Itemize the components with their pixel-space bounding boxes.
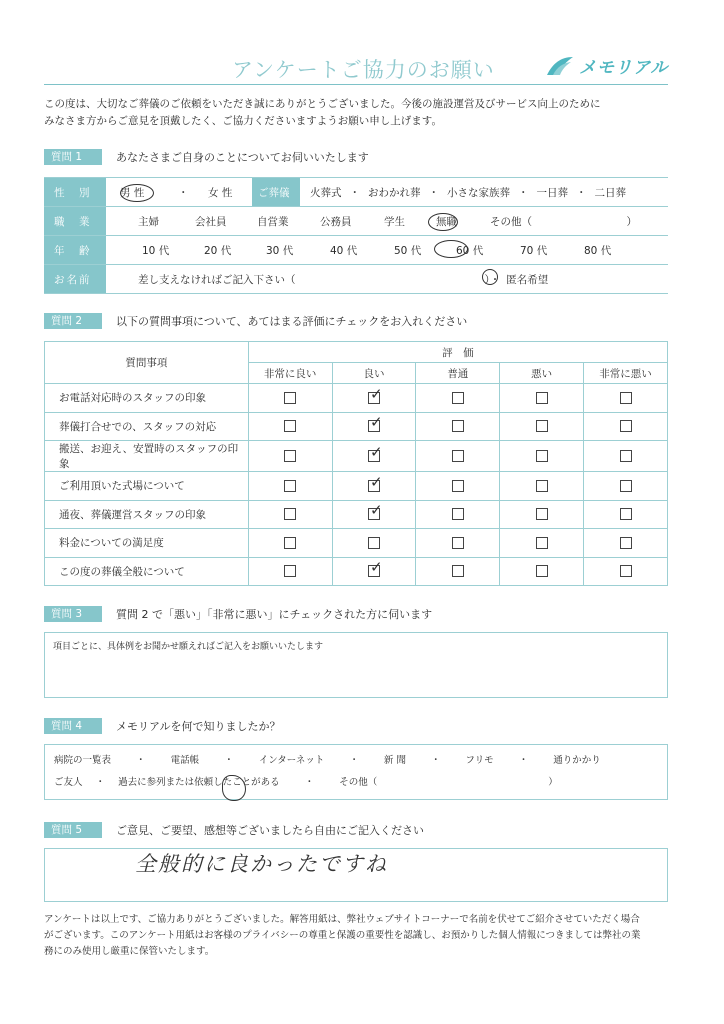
rating-checkbox[interactable]: [620, 392, 632, 404]
funeral-option[interactable]: 小さな家族葬: [447, 186, 510, 199]
q4-option[interactable]: ご友人: [54, 777, 83, 788]
rating-checkbox[interactable]: [368, 413, 383, 432]
col-eval-header: 評 価: [248, 342, 667, 363]
q2-header: [44, 313, 467, 329]
table-row: [45, 441, 668, 472]
rating-checkbox[interactable]: [368, 443, 383, 462]
check-mark-icon: ✓: [369, 472, 383, 491]
q4-badge: 質問 4: [44, 718, 102, 734]
age-option[interactable]: 70 代: [520, 244, 548, 257]
rating-checkbox[interactable]: [536, 450, 548, 462]
funeral-option[interactable]: おわかれ葬: [368, 186, 421, 199]
page-title: アンケートご協力のお願い: [232, 58, 495, 82]
footer-line: アンケートは以上です、ご協力ありがとうございました。解答用紙は、弊社ウェブサイトコーナーで名前を伏せてご紹介させていただく場合: [44, 914, 640, 925]
q5-badge: 質問 5: [44, 822, 102, 838]
q3-note: 項目ごとに、具体例をお聞かせ願えればご記入をお願いいたします: [53, 642, 324, 652]
title-rule: [44, 84, 668, 85]
age-option[interactable]: 10 代: [142, 244, 170, 257]
q4-option[interactable]: 新 聞: [383, 755, 406, 766]
q4-option[interactable]: 通りかかり: [553, 755, 601, 766]
funeral-option[interactable]: 二日葬: [594, 186, 626, 199]
table-row: [45, 557, 668, 586]
rating-checkbox[interactable]: [452, 420, 464, 432]
q4-row-2: ご友人 ・ 過去に参列または依頼したことがある ・ その他（ ）: [54, 777, 558, 788]
job-option[interactable]: 公務員: [320, 215, 352, 228]
age-option[interactable]: 30 代: [266, 244, 294, 257]
check-mark-icon: ✓: [369, 384, 383, 403]
rating-checkbox[interactable]: [368, 501, 383, 520]
q1-badge: 質問 1: [44, 149, 102, 165]
rating-checkbox[interactable]: [536, 420, 548, 432]
selection-circle-age: [434, 240, 468, 258]
q4-header: [44, 718, 281, 734]
q3-badge: 質問 3: [44, 606, 102, 622]
anonymous-option[interactable]: 匿名希望: [506, 273, 549, 286]
job-option[interactable]: 主婦: [138, 215, 159, 228]
leaf-logo-icon: [545, 55, 575, 77]
rating-checkbox[interactable]: [284, 420, 296, 432]
question-item-label: ご利用頂いた式場について: [45, 472, 249, 501]
name-field[interactable]: 差し支えなければご記入下さい（ ）・: [138, 273, 501, 286]
table-row: [45, 384, 668, 413]
check-mark-icon: ✓: [369, 501, 383, 520]
q3-header: [44, 606, 432, 622]
rating-checkbox[interactable]: [452, 392, 464, 404]
q3-title: 質問 2 で「悪い」「非常に悪い」にチェックされた方に伺います: [116, 608, 433, 621]
footer-line: がございます。このアンケート用紙はお客様のプライバシーの尊重と保護の重要性を認識し、お預かりした個人情報につきましては弊社の業: [44, 930, 641, 941]
rating-header: 非常に悪い: [584, 363, 668, 384]
rating-checkbox[interactable]: [452, 537, 464, 549]
job-option-other[interactable]: その他（ ）: [490, 215, 637, 228]
check-mark-icon: ✓: [369, 558, 383, 577]
rating-header: 非常に良い: [248, 363, 332, 384]
check-mark-icon: ✓: [369, 443, 383, 461]
question-item-label: お電話対応時のスタッフの印象: [45, 384, 249, 413]
rating-checkbox[interactable]: [368, 472, 383, 492]
rating-checkbox[interactable]: [452, 508, 464, 520]
job-option[interactable]: 会社員: [195, 215, 227, 228]
footer-text: [44, 912, 674, 960]
col-item-header: 質問事項: [45, 342, 249, 384]
q4-option[interactable]: フリモ: [465, 755, 494, 766]
age-label: 年 齢: [44, 236, 106, 265]
rating-checkbox[interactable]: [368, 537, 380, 549]
table-row: [45, 472, 668, 501]
q4-option[interactable]: 病院の一覧表: [54, 755, 112, 766]
rating-checkbox[interactable]: [536, 508, 548, 520]
rating-checkbox[interactable]: [620, 508, 632, 520]
funeral-option[interactable]: 火葬式: [310, 186, 342, 199]
logo-text: メモリアル: [579, 58, 669, 78]
q5-title: ご意見、ご要望、感想等ございましたら自由にご記入ください: [116, 824, 424, 837]
q4-title: メモリアルを何で知りましたか？: [116, 720, 281, 733]
q2-badge: 質問 2: [44, 313, 102, 329]
funeral-options: 火葬式 ・ おわかれ葬 ・ 小さな家族葬 ・ 一日葬 ・ 二日葬: [310, 186, 626, 199]
footer-line: 務にのみ使用し厳重に保管いたします。: [44, 946, 215, 957]
rating-checkbox[interactable]: [284, 565, 296, 577]
age-option[interactable]: 50 代: [394, 244, 422, 257]
check-mark-icon: ✓: [369, 413, 383, 432]
q1-title: あなたさまご自身のことについてお伺いいたします: [116, 151, 369, 164]
rating-header: 良い: [332, 363, 416, 384]
rating-checkbox[interactable]: [452, 565, 464, 577]
rating-checkbox[interactable]: [368, 558, 383, 577]
q4-option[interactable]: インターネット: [258, 755, 325, 766]
question-item-label: 料金についての満足度: [45, 529, 249, 558]
question-item-label: この度の葬儀全般について: [45, 557, 249, 586]
selection-circle-anonymous: [482, 269, 498, 285]
funeral-label: ご葬儀: [252, 178, 300, 207]
q3-answer-box[interactable]: [44, 632, 668, 698]
age-options: [106, 243, 668, 258]
q5-header: [44, 822, 424, 838]
rating-checkbox[interactable]: [620, 420, 632, 432]
intro-line: この度は、大切なご葬儀のご依頼をいただき誠にありがとうございました。今後の施設運営及びサービス向上のために: [44, 98, 601, 110]
selection-circle-source: [222, 775, 246, 801]
rating-header: 悪い: [500, 363, 584, 384]
intro-text: [44, 96, 674, 130]
rating-checkbox[interactable]: [620, 565, 632, 577]
age-option[interactable]: 80 代: [584, 244, 612, 257]
age-option[interactable]: 20 代: [204, 244, 232, 257]
funeral-option[interactable]: 一日葬: [536, 186, 568, 199]
rating-checkbox[interactable]: [620, 480, 632, 492]
question-item-label: 搬送、お迎え、安置時のスタッフの印象: [45, 441, 249, 472]
age-option[interactable]: 40 代: [330, 244, 358, 257]
question-item-label: 通夜、葬儀運営スタッフの印象: [45, 500, 249, 529]
rating-checkbox[interactable]: [620, 537, 632, 549]
selection-circle-gender: [120, 184, 154, 202]
gender-options: 男 性 ・ 女 性: [120, 186, 233, 199]
rating-checkbox[interactable]: [536, 392, 548, 404]
q4-option[interactable]: 電話帳: [170, 755, 200, 766]
table-row: [45, 412, 668, 441]
q2-table: [44, 341, 668, 586]
job-option[interactable]: 自営業: [257, 215, 289, 228]
q1-header: [44, 149, 369, 165]
rating-checkbox[interactable]: [284, 450, 296, 462]
intro-line: みなさま方からご意見を頂戴したく、ご協力くださいますようお願い申し上げます。: [44, 115, 442, 127]
rating-checkbox[interactable]: [284, 508, 296, 520]
table-row: [45, 529, 668, 558]
logo: [545, 53, 668, 78]
rating-checkbox[interactable]: [368, 384, 383, 404]
rating-checkbox[interactable]: [284, 537, 296, 549]
rating-checkbox[interactable]: [536, 480, 548, 492]
q2-title: 以下の質問事項について、あてはまる評価にチェックをお入れください: [116, 315, 468, 328]
q4-row-1: 病院の一覧表 ・ 電話帳 ・ インターネット ・ 新 聞 ・ フリモ ・ 通りかかり: [54, 755, 601, 766]
table-row: [45, 500, 668, 529]
gender-male[interactable]: 男 性: [120, 186, 145, 199]
rating-checkbox[interactable]: [536, 537, 548, 549]
gender-female[interactable]: 女 性: [208, 186, 233, 199]
rating-header: 普通: [416, 363, 500, 384]
job-option-selected[interactable]: 無職: [436, 215, 457, 228]
rating-checkbox[interactable]: [536, 565, 548, 577]
q4-option[interactable]: 過去に参列または依頼したことがある: [118, 777, 280, 788]
rating-checkbox[interactable]: [284, 392, 296, 404]
age-option-selected[interactable]: 60 代: [456, 244, 484, 257]
rating-checkbox[interactable]: [620, 450, 632, 462]
name-options: [106, 272, 668, 287]
rating-checkbox[interactable]: [452, 450, 464, 462]
name-label: お名前: [44, 265, 106, 294]
rating-checkbox[interactable]: [284, 480, 296, 492]
gender-label: 性 別: [44, 178, 106, 207]
selection-circle-job: [428, 213, 458, 231]
job-label: 職 業: [44, 207, 106, 236]
job-option[interactable]: 学生: [384, 215, 405, 228]
rating-checkbox[interactable]: [452, 480, 464, 492]
job-options: [106, 214, 668, 229]
q4-option-other[interactable]: その他（ ）: [339, 777, 558, 788]
question-item-label: 葬儀打合せでの、スタッフの対応: [45, 412, 249, 441]
q5-handwritten-answer: 全般的に良かったですね: [135, 852, 388, 876]
